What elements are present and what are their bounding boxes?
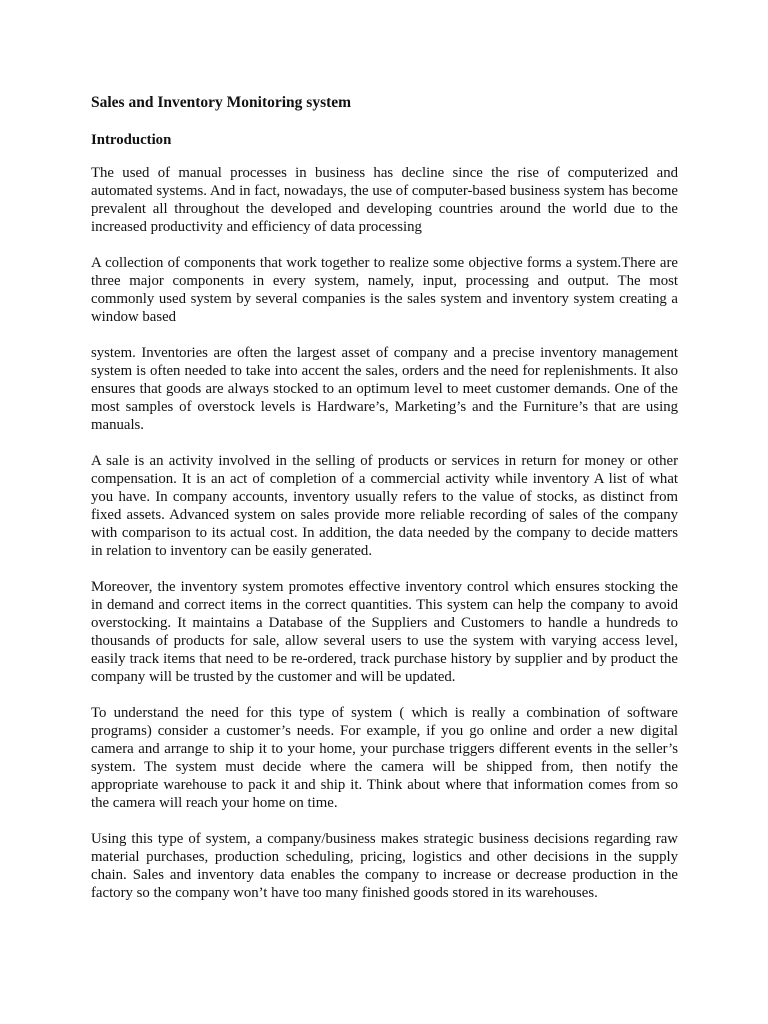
paragraph-customer-needs: To understand the need for this type of system ( which is really a combination of software programs) consider a customer’s needs. For example, if you go online and order a new digital camera and arrange to ship it to your home, your purchase triggers different events in the seller’s system. The system must decide where the camera will be shipped from, then notify the appropriate warehouse to pack it and ship it. Think about where that information comes from so the camera will reach your home on time.: [91, 705, 678, 811]
paragraph-sales-definition: A sale is an activity involved in the selling of products or services in return for money or other compensation. It is an act of completion of a commercial activity while inventory A list of what you have. In company accounts, inventory usually refers to the value of stocks, as distinct from fixed assets. Advanced system on sales provide more reliable recording of sales of the company with comparison to its actual cost. In addition, the data needed by the company to decide matters in relation to inventory can be easily generated.: [91, 453, 678, 559]
document-page: [91, 92, 678, 902]
paragraph-strategic-decisions: Using this type of system, a company/business makes strategic business decisions regarding raw material purchases, production scheduling, pricing, logistics and other decisions in the supply chain. Sales and inventory data enables the company to increase or decrease production in the factory so the company won’t have too many finished goods stored in its warehouses.: [91, 831, 678, 901]
section-heading-introduction: Introduction: [91, 132, 172, 148]
paragraph-manual-processes: The used of manual processes in business has decline since the rise of computerized and automated systems. And in fact, nowadays, the use of computer-based business system has become prevalent all throughout the developed and developing countries around the world due to the increased productivity and efficiency of data processing: [91, 165, 678, 235]
paragraph-inventories: system. Inventories are often the largest asset of company and a precise inventory management system is often needed to take into accent the sales, orders and the need for replenishments. It also ensures that goods are always stocked to an optimum level to meet customer demands. One of the most samples of overstock levels is Hardware’s, Marketing’s and the Furniture’s that are using manuals.: [91, 345, 678, 433]
paragraph-inventory-control: Moreover, the inventory system promotes effective inventory control which ensures stocking the in demand and correct items in the correct quantities. This system can help the company to avoid overstocking. It maintains a Database of the Suppliers and Customers to handle a hundreds to thousands of products for sale, allow several users to use the system with varying access level, easily track items that need to be re-ordered, track purchase history by supplier and by product the company will be trusted by the customer and will be updated.: [91, 579, 678, 685]
paragraph-system-components: A collection of components that work together to realize some objective forms a system.There are three major components in every system, namely, input, processing and output. The most commonly used system by several companies is the sales system and inventory system creating a window based: [91, 255, 678, 325]
document-title: Sales and Inventory Monitoring system: [91, 94, 352, 111]
